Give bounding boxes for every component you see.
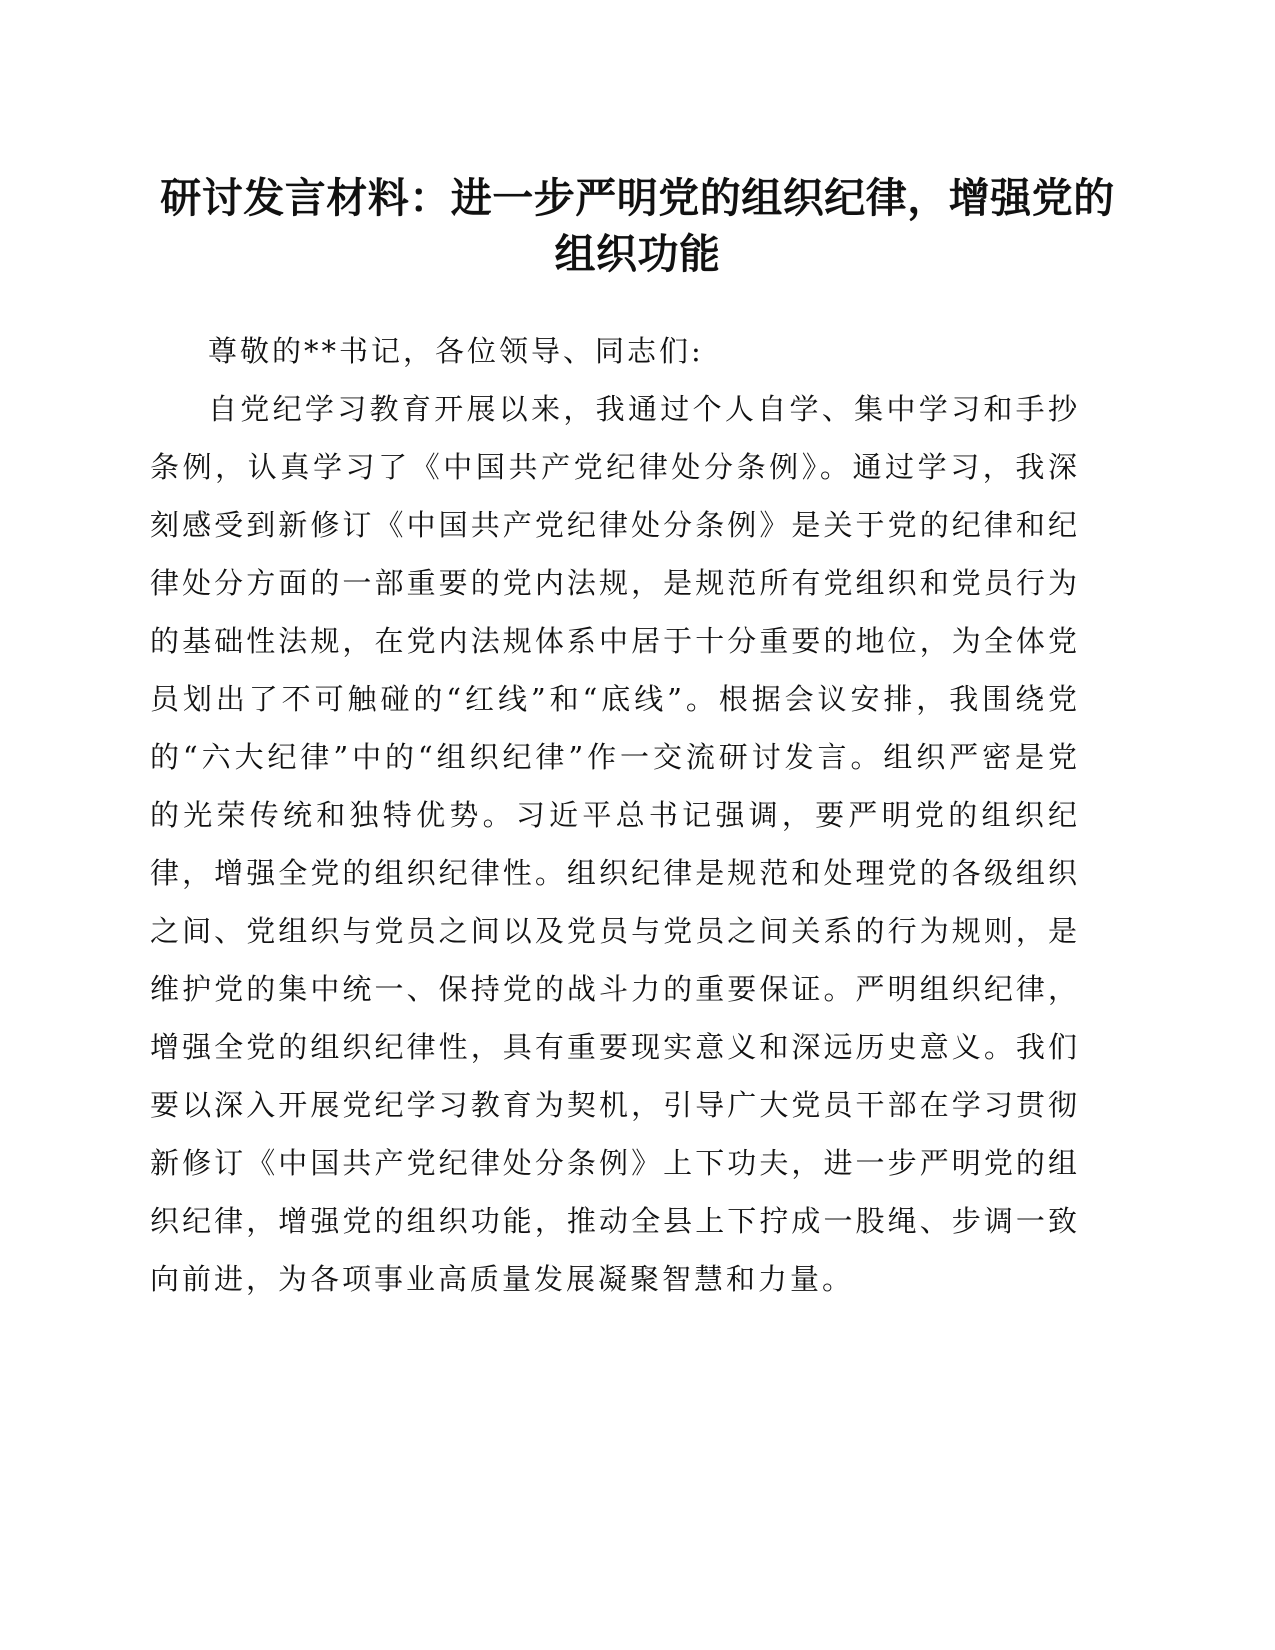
body-paragraph: 自党纪学习教育开展以来，我通过个人自学、集中学习和手抄条例，认真学习了《中国共产党纪律处分条例》。通过学习，我深刻感受到新修订《中国共产党纪律处分条例》是关于党的纪律和纪律处分方面的一部重要的党内法规，是规范所有党组织和党员行为的基础性法规，在党内法规体系中居于十分重要的地位，为全体党员划出了不可触碰的“红线”和“底线”。根据会议安排，我围绕党的“六大纪律”中的“组织纪律”作一交流研讨发言。组织严密是党的光荣传统和独特优势。习近平总书记强调，要严明党的组织纪律，增强全党的组织纪律性。组织纪律是规范和处理党的各级组织之间、党组织与党员之间以及党员与党员之间关系的行为规则，是维护党的集中统一、保持党的战斗力的重要保证。严明组织纪律，增强全党的组织纪律性，具有重要现实意义和深远历史意义。我们要以深入开展党纪学习教育为契机，引导广大党员干部在学习贯彻新修订《中国共产党纪律处分条例》上下功夫，进一步严明党的组织纪律，增强党的组织功能，推动全县上下拧成一股绳、步调一致向前进，为各项事业高质量发展凝聚智慧和力量。 xyxy=(150,392,1080,1296)
document-title: 研讨发言材料：进一步严明党的组织纪律，增强党的组织功能 xyxy=(160,174,1115,278)
salutation: 尊敬的**书记，各位领导、同志们: xyxy=(208,334,704,368)
document-body xyxy=(150,322,1080,1308)
